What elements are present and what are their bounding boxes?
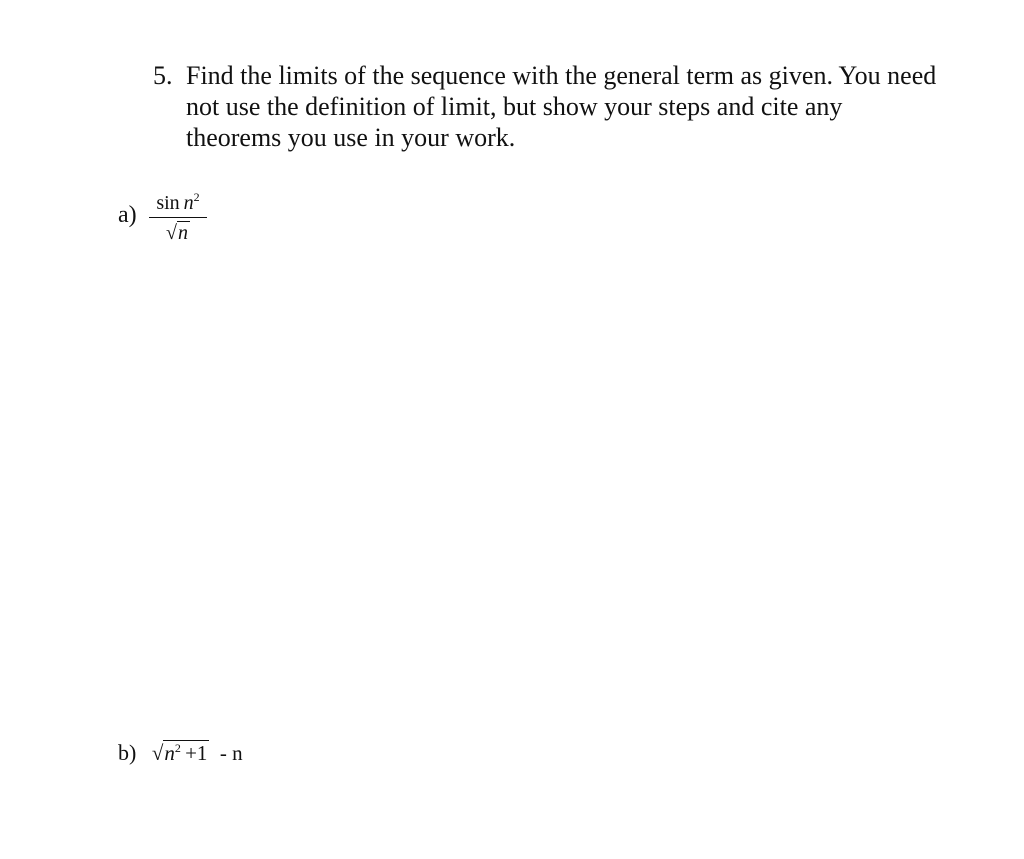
radical-sign: √	[166, 222, 177, 244]
part-b-expression	[152, 740, 243, 765]
radicand: $n^2 +1$	[164, 741, 208, 765]
part-a-fraction	[149, 190, 207, 246]
part-a-label: a)	[118, 202, 137, 228]
radical-sign: √	[151, 741, 164, 765]
question-number: 5.	[153, 61, 173, 90]
question-text: Find the limits of the sequence with the general term as given. You need not use the definition of limit, but show your steps and cite any theorems you use in your work.	[186, 61, 937, 152]
part-b	[118, 740, 243, 766]
question-5	[150, 60, 940, 153]
part-b-tail: - n	[219, 741, 243, 765]
fraction-numerator: $\sin n^2$	[156, 190, 200, 214]
fraction-denominator: √n	[166, 222, 188, 244]
fraction-bar	[149, 217, 207, 218]
part-b-label: b)	[118, 740, 137, 765]
